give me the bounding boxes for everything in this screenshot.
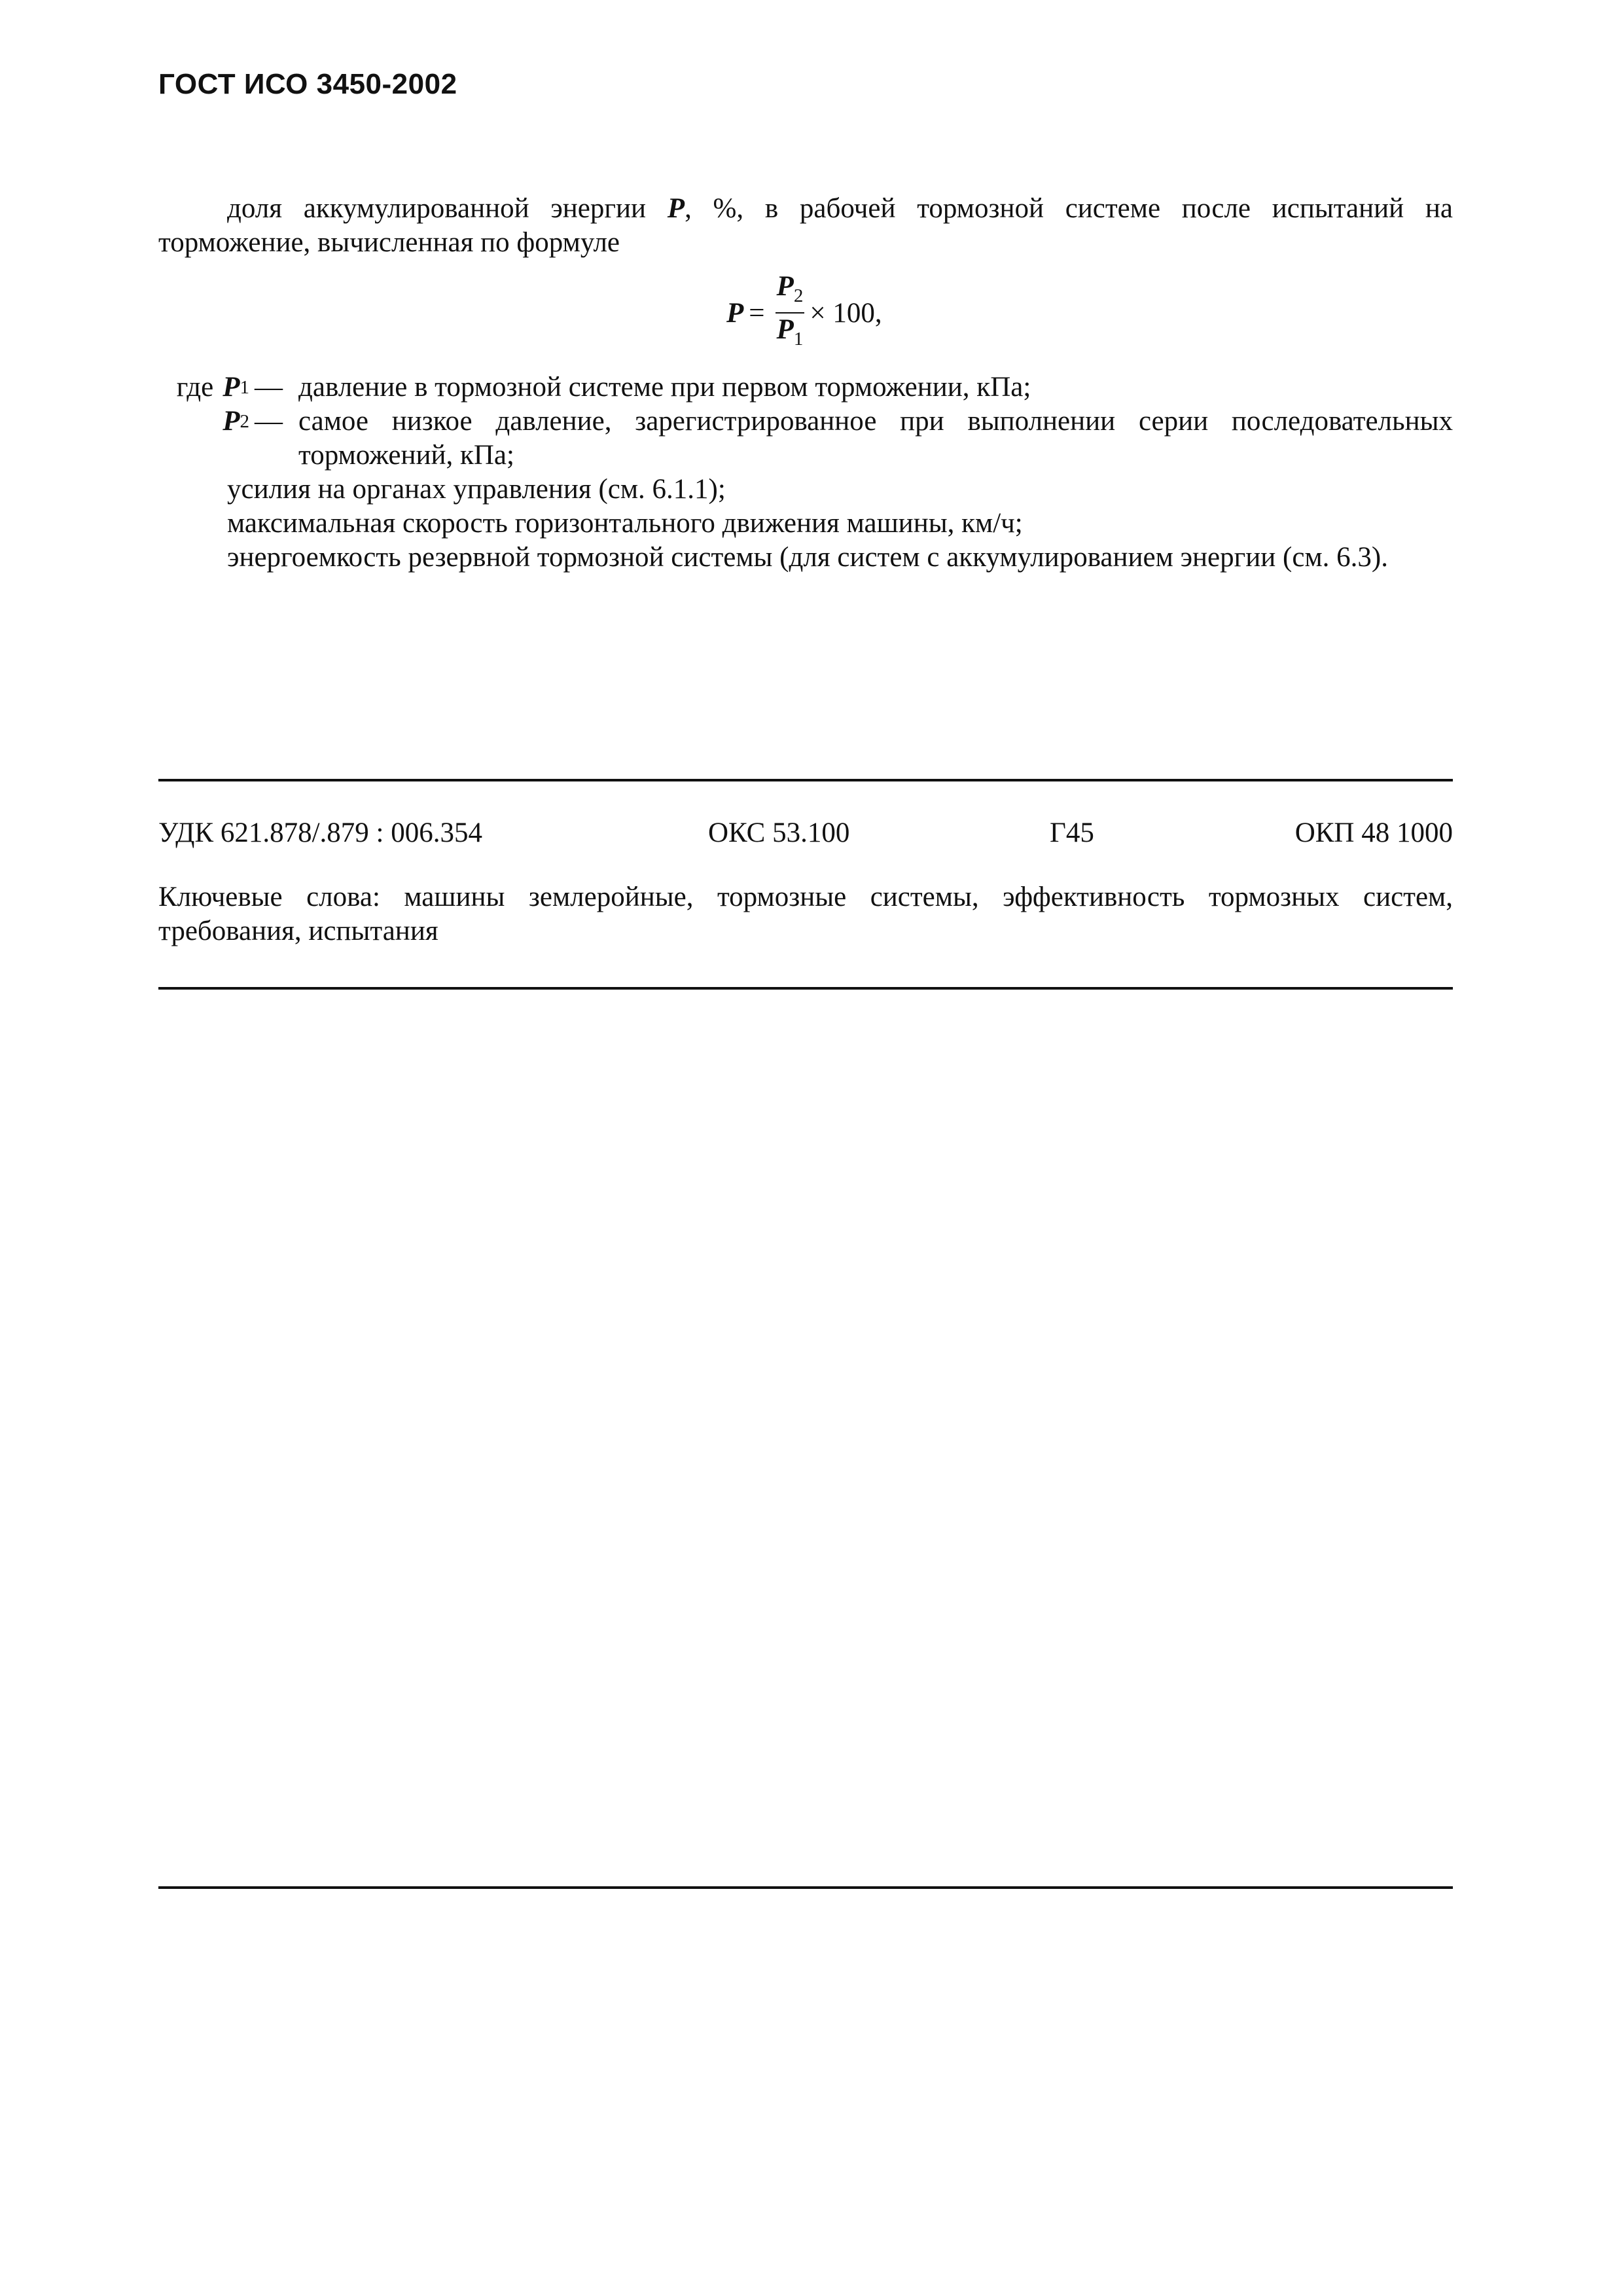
paragraph-suffix: , %, в рабочей тормозной системе после испытаний на торможение, вычисленная по формуле — [158, 193, 1453, 258]
energy-share-paragraph — [158, 192, 1453, 260]
energy-share-formula — [726, 271, 882, 352]
okp-code: ОКП 48 1000 — [1294, 817, 1453, 848]
extra-line-reserve-energy: энергоемкость резервной тормозной системы (для систем с аккумулированием энергии (см. 6.3). — [227, 542, 1388, 573]
divider-top — [158, 779, 1453, 781]
definition-sub-p1: 1 — [240, 377, 249, 398]
paragraph-var-p: P — [667, 193, 685, 224]
paragraph-prefix: доля аккумулированной энергии — [227, 193, 668, 224]
formula-equals: = — [749, 297, 765, 329]
definition-symbol-p1 — [158, 370, 283, 404]
formula-lhs: P — [726, 297, 744, 329]
definition-sub-p2: 2 — [240, 411, 249, 432]
definitions-block — [158, 370, 1453, 575]
formula-denominator — [777, 314, 804, 354]
oks-code: ОКС 53.100 — [708, 817, 850, 848]
numerator-subscript: 2 — [793, 285, 804, 306]
definition-dash-p1: — — [255, 372, 283, 403]
keywords-paragraph: Ключевые слова: машины землеройные, тормозные системы, эффективность тормозных систем, требования, испытания — [158, 882, 1453, 946]
group-code: Г45 — [1050, 817, 1094, 848]
udk-code: УДК 621.878/.879 : 006.354 — [158, 817, 483, 848]
classification-codes — [158, 817, 1453, 851]
numerator-var: P — [776, 271, 794, 302]
definition-text-p1: давление в тормозной системе при первом торможении, кПа; — [298, 372, 1031, 403]
divider-bottom — [158, 1886, 1453, 1889]
definition-where-word: где — [176, 372, 214, 403]
extra-line-control-forces: усилия на органах управления (см. 6.1.1); — [227, 474, 726, 505]
definition-text-p2: самое низкое давление, зарегистрированное при выполнении серии последовательных торможений, кПа; — [298, 406, 1453, 471]
formula-fraction — [776, 272, 805, 354]
formula-rhs: × 100, — [810, 297, 882, 329]
denominator-subscript: 1 — [793, 329, 804, 350]
definition-dash-p2: — — [255, 406, 283, 437]
definition-var-p2: P — [223, 406, 240, 437]
definition-symbol-p2 — [158, 404, 283, 439]
extra-line-max-speed: максимальная скорость горизонтального движения машины, км/ч; — [227, 508, 1023, 539]
definition-var-p1: P — [223, 372, 240, 403]
divider-middle — [158, 987, 1453, 990]
document-header-title: ГОСТ ИСО 3450-2002 — [158, 68, 457, 100]
definition-p2 — [158, 404, 1453, 473]
formula-numerator — [776, 272, 805, 314]
definition-p1 — [158, 370, 1453, 404]
denominator-var: P — [776, 314, 794, 345]
